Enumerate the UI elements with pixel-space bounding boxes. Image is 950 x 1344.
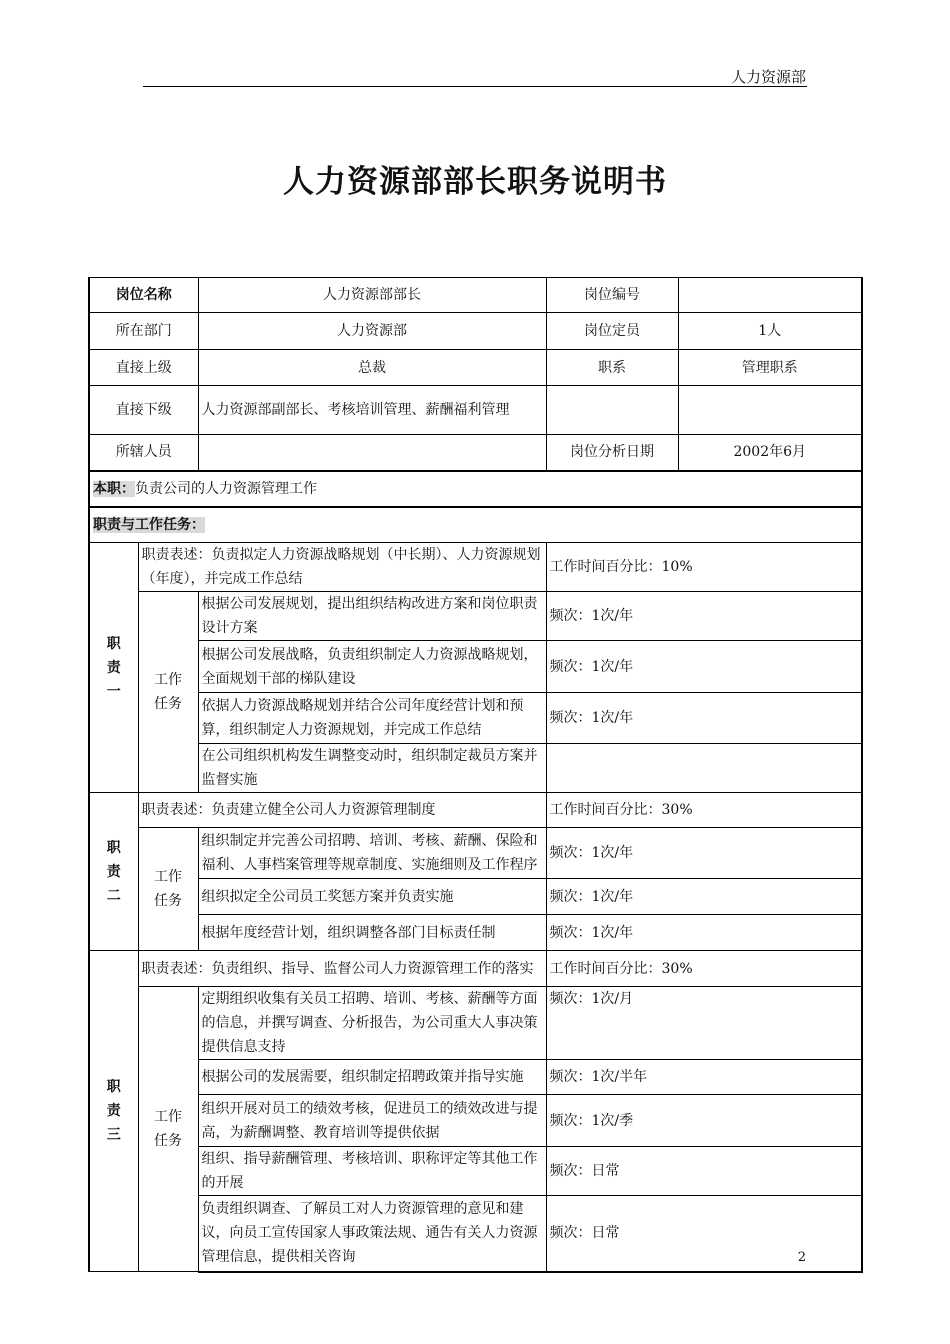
duty-3-task-3-row (89, 1095, 862, 1147)
header-rule (143, 86, 807, 87)
row-subordinate (89, 386, 862, 435)
duty-1-task-1-frequency: 频次：1次/年 (546, 592, 862, 641)
duty-2-task-label: 工作 任务 (138, 828, 198, 951)
position-name-label: 岗位名称 (89, 278, 198, 313)
row-superior (89, 350, 862, 386)
superior-label: 直接上级 (89, 350, 198, 386)
document-title: 人力资源部部长职务说明书 (283, 164, 667, 200)
headcount-value: 1人 (678, 313, 862, 350)
duty-1-description: 职责表述：负责拟定人力资源战略规划（中长期）、人力资源规划（年度），并完成工作总结 (138, 543, 546, 592)
duty-1-task-4-frequency (546, 744, 862, 793)
row-position-name (89, 278, 862, 313)
job-description-table (88, 277, 863, 1273)
duty-3-time-share: 工作时间百分比：30% (546, 951, 862, 987)
duty-1-time-share: 工作时间百分比：10% (546, 543, 862, 592)
superior-value: 总裁 (198, 350, 546, 386)
duty-3-task-4: 组织、指导薪酬管理、考核培训、职称评定等其他工作的开展 (198, 1147, 546, 1196)
department-label: 所在部门 (89, 313, 198, 350)
duty-3-description-row (89, 951, 862, 987)
duty-1-task-3-row (89, 693, 862, 744)
position-code-value (678, 278, 862, 313)
duty-1-task-label: 工作 任务 (138, 592, 198, 793)
job-family-label: 职系 (546, 350, 678, 386)
subordinate-value: 人力资源部副部长、考核培训管理、薪酬福利管理 (198, 386, 546, 435)
position-name-value: 人力资源部部长 (198, 278, 546, 313)
staff-value (198, 435, 546, 471)
duty-3-task-2-row (89, 1060, 862, 1095)
duty-2-description-row (89, 793, 862, 828)
duty-3-task-4-row (89, 1147, 862, 1196)
page-number: 2 (797, 1250, 806, 1265)
duties-heading-cell (89, 507, 862, 543)
duties-heading: 职责与工作任务： (93, 516, 205, 533)
duty-1-label: 职 责 一 (89, 543, 138, 793)
duty-3-task-1: 定期组织收集有关员工招聘、培训、考核、薪酬等方面的信息，并撰写调查、分析报告，为公司重大人事决策提供信息支持 (198, 987, 546, 1060)
duty-2-task-2-frequency: 频次：1次/年 (546, 879, 862, 915)
row-summary (89, 471, 862, 507)
duty-1-task-3: 依据人力资源战略规划并结合公司年度经营计划和预算，组织制定人力资源规划，并完成工作总结 (198, 693, 546, 744)
duty-1-task-2: 根据公司发展战略，负责组织制定人力资源战略规划，全面规划干部的梯队建设 (198, 641, 546, 693)
duty-2-label: 职 责 二 (89, 793, 138, 951)
row-department (89, 313, 862, 350)
row-duties-heading (89, 507, 862, 543)
subordinate-extra-cell-2 (678, 386, 862, 435)
staff-label: 所辖人员 (89, 435, 198, 471)
duty-2-task-1-row (89, 828, 862, 879)
summary-label: 本职： (93, 480, 135, 497)
duty-2-task-3: 根据年度经营计划，组织调整各部门目标责任制 (198, 915, 546, 951)
duty-2-task-1-frequency: 频次：1次/年 (546, 828, 862, 879)
position-code-label: 岗位编号 (546, 278, 678, 313)
duty-1-description-row (89, 543, 862, 592)
duty-3-task-4-frequency: 频次：日常 (546, 1147, 862, 1196)
duty-2-time-share: 工作时间百分比：30% (546, 793, 862, 828)
duty-3-task-3: 组织开展对员工的绩效考核，促进员工的绩效改进与提高，为薪酬调整、教育培训等提供依据 (198, 1095, 546, 1147)
duty-3-task-1-frequency: 频次：1次/月 (546, 987, 862, 1060)
analysis-date-value: 2002年6月 (678, 435, 862, 471)
duty-3-task-5: 负责组织调查、了解员工对人力资源管理的意见和建议，向员工宣传国家人事政策法规、通告有关人力资源管理信息，提供相关咨询 (198, 1196, 546, 1272)
department-value: 人力资源部 (198, 313, 546, 350)
duty-3-description: 职责表述：负责组织、指导、监督公司人力资源管理工作的落实 (138, 951, 546, 987)
duty-3-task-2-frequency: 频次：1次/半年 (546, 1060, 862, 1095)
row-staff (89, 435, 862, 471)
duty-2-task-3-frequency: 频次：1次/年 (546, 915, 862, 951)
duty-3-label: 职 责 三 (89, 951, 138, 1272)
subordinate-label: 直接下级 (89, 386, 198, 435)
duty-3-task-label: 工作 任务 (138, 987, 198, 1272)
duty-3-task-2: 根据公司的发展需要，组织制定招聘政策并指导实施 (198, 1060, 546, 1095)
duty-3-task-5-row (89, 1196, 862, 1272)
duty-2-task-2: 组织拟定全公司员工奖惩方案并负责实施 (198, 879, 546, 915)
summary-cell (89, 471, 862, 507)
duty-1-task-4: 在公司组织机构发生调整变动时，组织制定裁员方案并监督实施 (198, 744, 546, 793)
subordinate-extra-cell (546, 386, 678, 435)
analysis-date-label: 岗位分析日期 (546, 435, 678, 471)
duty-1-task-1: 根据公司发展规划，提出组织结构改进方案和岗位职责设计方案 (198, 592, 546, 641)
duty-1-task-3-frequency: 频次：1次/年 (546, 693, 862, 744)
duty-2-task-2-row (89, 879, 862, 915)
duty-1-task-2-row (89, 641, 862, 693)
headcount-label: 岗位定员 (546, 313, 678, 350)
duty-1-task-1-row (89, 592, 862, 641)
duty-3-task-5-frequency: 频次：日常 (546, 1196, 862, 1272)
duty-2-task-1: 组织制定并完善公司招聘、培训、考核、薪酬、保险和福利、人事档案管理等规章制度、实施细则及工作程序 (198, 828, 546, 879)
duty-2-task-3-row (89, 915, 862, 951)
duty-1-task-4-row (89, 744, 862, 793)
job-family-value: 管理职系 (678, 350, 862, 386)
duty-1-task-2-frequency: 频次：1次/年 (546, 641, 862, 693)
duty-2-description: 职责表述：负责建立健全公司人力资源管理制度 (138, 793, 546, 828)
summary-text: 负责公司的人力资源管理工作 (135, 480, 317, 497)
duty-3-task-3-frequency: 频次：1次/季 (546, 1095, 862, 1147)
header-department: 人力资源部 (730, 68, 806, 86)
duty-3-task-1-row (89, 987, 862, 1060)
